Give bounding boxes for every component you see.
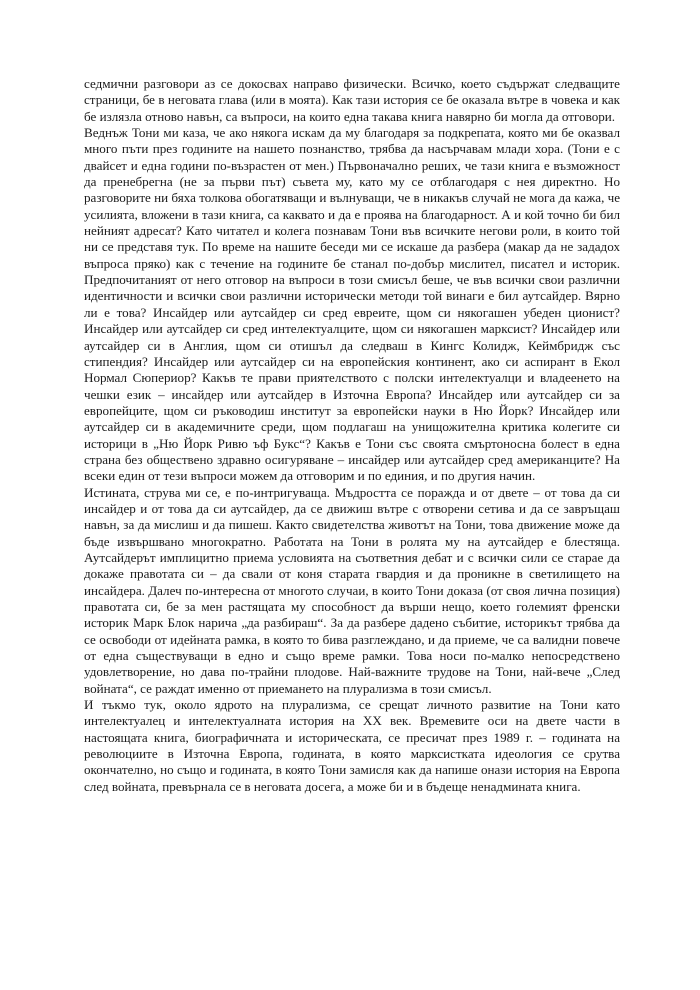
- document-page: [84, 76, 620, 795]
- paragraph-3: Истината, струва ми се, е по-интригуваща. Мъдростта се поражда и от двете – от това да си инсайдер и от това да си аутсайдер, да се движиш вътре с отворени сетива и да се завръщаш навън, за да мислиш и да пишеш. Както свидетелства животът на Тони, това движение може да бъде извършвано многократно. Работата на Тони в ролята му на аутсайдер е блестяща. Аутсайдерът имплицитно приема условията на съответния дебат и с всички сили се старае да докаже правотата си – да свали от коня старата гвардия и да проникне в светилището на инсайдера. Далеч по-интересна от многото случаи, в които Тони доказа (от своя лична позиция) правотата си, бе за мен растящата му способност да върши нещо, което големият френски историк Марк Блок нарича „да разбираш“. За да разбере дадено събитие, историкът трябва да се освободи от идейната рамка, в която то бива разглеждано, и да приеме, че са валидни повече от една съществуващи в едно и също време рамки. Това носи по-малко непосредствено удовлетворение, но дава по-трайни плодове. Най-важните трудове на Тони, най-вече „След войната“, се раждат именно от приемането на плурализма в този смисъл.: [84, 484, 620, 696]
- paragraph-4: И тъкмо тук, около ядрото на плурализма, се срещат личното развитие на Тони като интелектуалец и интелектуалната история на ХХ век. Времевите оси на двете части в настоящата книга, биографичната и историческата, се пресичат през 1989 г. – годината на революциите в Източна Европа, годината, в която марксистката идеология се срутва окончателно, но също и годината, в която Тони замисля как да напише онази история на Европа след войната, превърнала се в неговата досега, а може би и в бъдеще ненадмината книга.: [84, 697, 620, 794]
- paragraph-1: седмични разговори аз се докосвах направо физически. Всичко, което съдържат следващите страници, бе в неговата глава (или в моята). Как тази история се бе оказала вътре в човека и как бе излязла отново навън, са въпроси, на които една такава книга навярно би могла да отговори.: [84, 76, 620, 124]
- paragraph-2: Веднъж Тони ми каза, че ако някога искам да му благодаря за подкрепата, която ми бе оказвал много пъти през годините на нашето познанство, трябва да насърчавам млади хора. (Тони е с двайсет и една години по-възрастен от мен.) Първоначално реших, че тази книга е възможност да пренебрегна (не за първи път) съвета му, като му се отблагодаря с нея директно. Но разговорите ни бяха толкова обогатяващи и вълнуващи, че в никакъв случай не мога да кажа, че усилията, вложени в тази книга, са каквато и да е проява на благодарност. А и кой точно би бил нейният адресат? Като читател и колега познавам Тони във всичките негови роли, в които той ни се представя тук. По време на нашите беседи ми се искаше да разбера (макар да не зададох въпроса пряко) как с течение на годините бе станал по-добър мислител, писател и историк. Предпочитаният от него отговор на въпроси в този смисъл беше, че във всички свои различни идентичности и всички свои различни исторически методи той винаги е бил аутсайдер. Вярно ли е това? Инсайдер или аутсайдер си сред евреите, щом си някогашен убеден ционист? Инсайдер или аутсайдер си сред интелектуалците, щом си някогашен марксист? Инсайдер или аутсайдер си в Англия, щом си отишъл да следваш в Кингс Колидж, Кеймбридж със стипендия? Инсайдер или аутсайдер си на европейския континент, ако си аспирант в Екол Нормал Сюпериор? Какъв те прави приятелството с полски интелектуалци и владеенето на чешки език – инсайдер или аутсайдер в Източна Европа? Инсайдер или аутсайдер си за европейците, щом си ръководиш институт за европейски науки в Ню Йорк? Инсайдер или аутсайдер си в академичните среди, щом подлагаш на унищожителна критика колегите си историци в „Ню Йорк Ривю ъф Букс“? Какъв е Тони със своята смъртоносна болест в една страна без обществено здравно осигуряване – инсайдер или аутсайдер сред американците? На всеки един от тези въпроси можем да отговорим и по единия, и по другия начин.: [84, 125, 621, 484]
